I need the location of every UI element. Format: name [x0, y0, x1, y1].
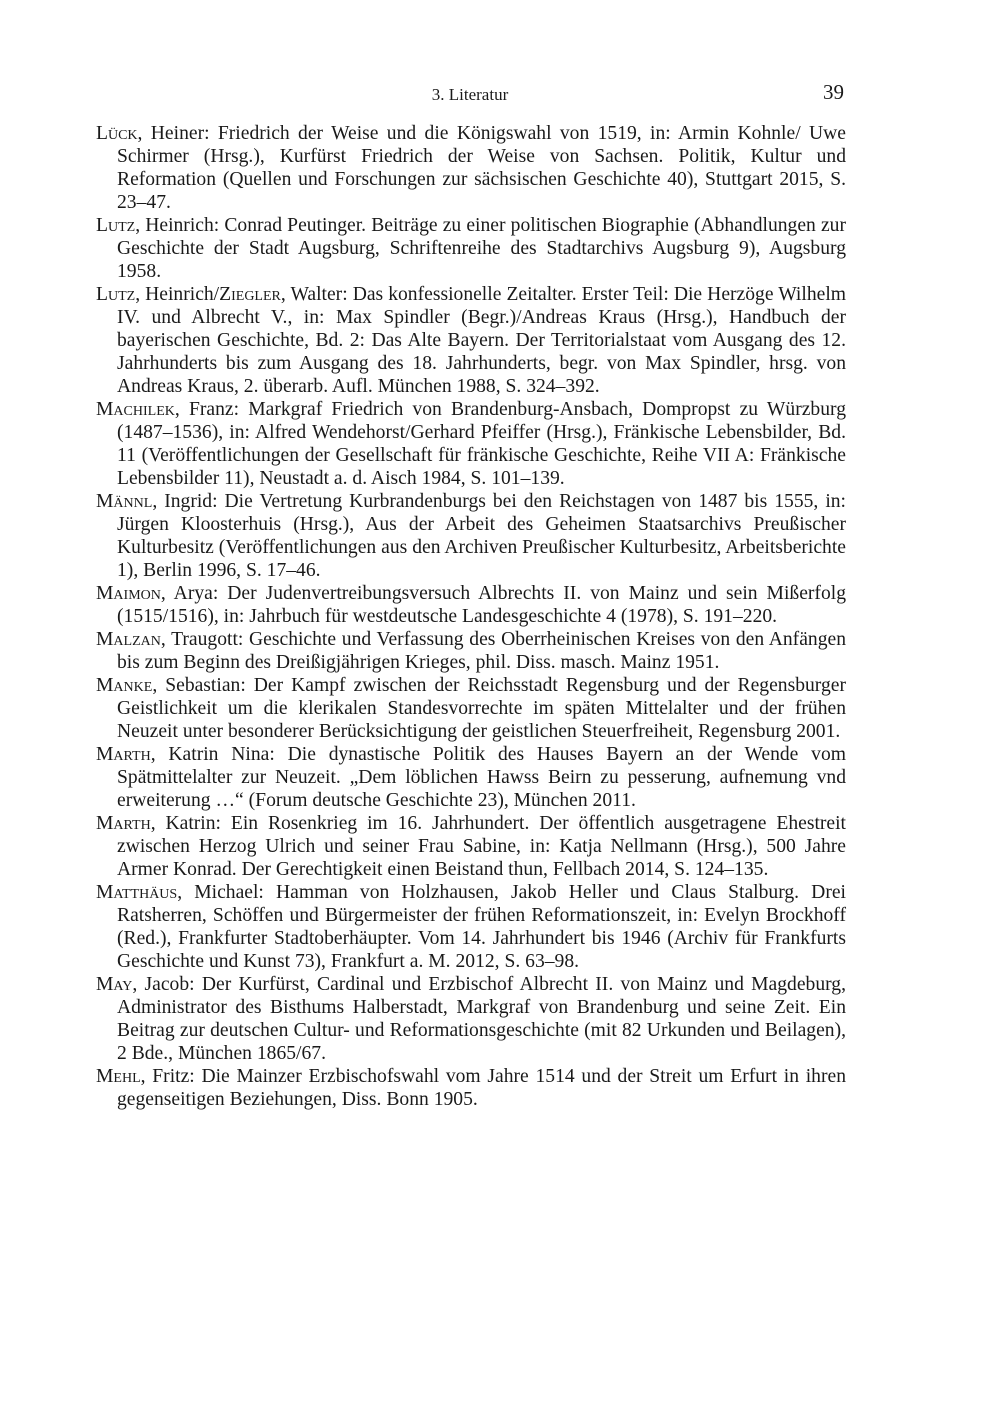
running-head — [0, 80, 1004, 110]
entry-text: , Ingrid: Die Vertretung Kurbrandenburgs bei den Reichstagen von 1487 bis 1555, in: Jürgen Kloosterhuis (Hrsg.), Aus der Arbeit des Geheimen Staatsarchivs Preußischer Kulturbesitz (Veröffentlichungen aus den Archiven Preußischer Kulturbesitz, Arbeitsberichte 1), Berlin 1996, S. 17–46. — [117, 491, 846, 581]
entry-text: , Heinrich/ — [135, 284, 220, 305]
author-surname: Maimon — [96, 583, 161, 604]
entry-text: , Katrin Nina: Die dynastische Politik des Hauses Bayern an der Wende vom Spätmittelalter zur Neuzeit. „Dem löblichen Hawss Beirn zu pesserung, aufnemung vnd erweiterung …“ (Forum deutsche Geschichte 23), München 2011. — [117, 744, 846, 811]
author-surname: Mehl — [96, 1066, 141, 1087]
author-surname: Lutz — [96, 284, 136, 305]
author-surname: Machilek — [96, 399, 175, 420]
bibliography-entry — [96, 490, 846, 582]
entry-text: , Arya: Der Judenvertreibungsversuch Albrechts II. von Mainz und sein Mißerfolg (1515/1516), in: Jahrbuch für westdeutsche Landesgeschichte 4 (1978), S. 191–220. — [117, 583, 846, 627]
author-surname: Lück — [96, 123, 138, 144]
author-surname: Malzan — [96, 629, 161, 650]
bibliography-entry — [96, 283, 846, 398]
author-surname: Marth — [96, 813, 151, 834]
bibliography-entry — [96, 973, 846, 1065]
bibliography-entry — [96, 398, 846, 490]
entry-text: , Franz: Markgraf Friedrich von Brandenburg-Ansbach, Dompropst zu Würzburg (1487–1536), in: Alfred Wendehorst/Gerhard Pfeiffer (Hrsg.), Fränkische Lebensbilder, Bd. 11 (Veröffentlichungen der Gesellschaft für fränkische Geschichte, Reihe VII A: Fränkische Lebensbilder 11), Neustadt a. d. Aisch 1984, S. 101–139. — [117, 399, 846, 489]
bibliography-entry — [96, 812, 846, 881]
bibliography-entry — [96, 674, 846, 743]
entry-text: , Walter: Das konfessionelle Zeitalter. Erster Teil: Die Herzöge Wilhelm IV. und Albrecht V., in: Max Spindler (Begr.)/Andreas Kraus (Hrsg.), Handbuch der bayerischen Geschichte, Bd. 2: Das Alte Bayern. Der Territorialstaat vom Ausgang des 12. Jahrhunderts bis zum Ausgang des 18. Jahrhunderts, begr. von Max Spindler, hrsg. von Andreas Kraus, 2. überarb. Aufl. München 1988, S. 324–392. — [117, 284, 846, 397]
entry-text: , Fritz: Die Mainzer Erzbischofswahl vom Jahre 1514 und der Streit um Erfurt in ihren gegenseitigen Beziehungen, Diss. Bonn 1905. — [117, 1066, 846, 1110]
entry-text: , Heinrich: Conrad Peutinger. Beiträge zu einer politischen Biographie (Abhandlungen zur Geschichte der Stadt Augsburg, Schriftenreihe des Stadtarchivs Augsburg 9), Augsburg 1958. — [117, 215, 846, 282]
bibliography-entry — [96, 122, 846, 214]
author-surname: Lutz — [96, 215, 136, 236]
entry-text: , Heiner: Friedrich der Weise und die Königswahl von 1519, in: Armin Kohnle/ Uwe Schirmer (Hrsg.), Kurfürst Friedrich der Weise von Sachsen. Politik, Kultur und Reformation (Quellen und Forschungen zur sächsischen Geschichte 40), Stuttgart 2015, S. 23–47. — [117, 123, 846, 213]
entry-text: , Jacob: Der Kurfürst, Cardinal und Erzbischof Albrecht II. von Mainz und Magdeburg, Administrator des Bisthums Halberstadt, Markgraf von Brandenburg und seine Zeit. Ein Beitrag zur deutschen Cultur- und Reformationsgeschichte (mit 82 Urkunden und Beilagen), 2 Bde., München 1865/67. — [117, 974, 846, 1064]
page-number: 39 — [823, 80, 844, 104]
author-surname: Männl — [96, 491, 153, 512]
entry-text: , Michael: Hamman von Holzhausen, Jakob Heller und Claus Stalburg. Drei Ratsherren, Schöffen und Bürgermeister der frühen Reformationszeit, in: Evelyn Brockhoff (Red.), Frankfurter Stadtoberhäupter. Vom 14. Jahrhundert bis 1946 (Archiv für Frankfurts Geschichte und Kunst 73), Frankfurt a. M. 2012, S. 63–98. — [117, 882, 846, 972]
bibliography-entry — [96, 628, 846, 674]
bibliography-entry — [96, 214, 846, 283]
author-surname: May — [96, 974, 133, 995]
author-surname: Matthäus — [96, 882, 178, 903]
bibliography-entry — [96, 1065, 846, 1111]
author-surname: Manke — [96, 675, 153, 696]
bibliography-entry — [96, 743, 846, 812]
entry-text: , Sebastian: Der Kampf zwischen der Reichsstadt Regensburg und der Regensburger Geistlichkeit um die klerikalen Standesvorrechte im späten Mittelalter und der frühen Neuzeit unter besonderer Berücksichtigung der geistlichen Steuerfreiheit, Regensburg 2001. — [117, 675, 846, 742]
bibliography-list — [96, 122, 846, 1111]
entry-text: , Traugott: Geschichte und Verfassung des Oberrheinischen Kreises von den Anfängen bis zum Beginn des Dreißigjährigen Krieges, phil. Diss. masch. Mainz 1951. — [117, 629, 846, 673]
running-title: 3. Literatur — [431, 85, 509, 104]
entry-text: , Katrin: Ein Rosenkrieg im 16. Jahrhundert. Der öffentlich ausgetragene Ehestreit zwischen Herzog Ulrich und seiner Frau Sabine, in: Katja Nellmann (Hrsg.), 500 Jahre Armer Konrad. Der Gerechtigkeit einen Beistand thun, Fellbach 2014, S. 124–135. — [117, 813, 846, 880]
bibliography-entry — [96, 582, 846, 628]
bibliography-entry — [96, 881, 846, 973]
author-surname: Marth — [96, 744, 151, 765]
author-surname: Ziegler — [219, 284, 281, 305]
